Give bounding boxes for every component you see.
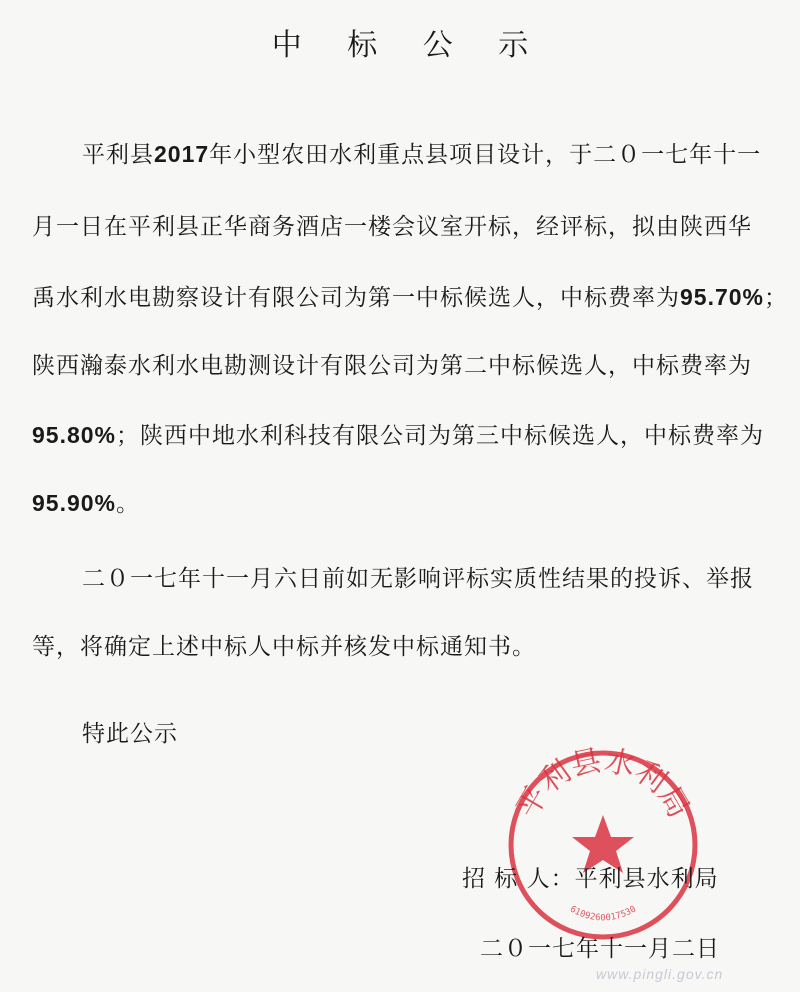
rate-first: 95.70% (680, 284, 765, 310)
site-watermark: www.pingli.gov.cn (596, 966, 724, 982)
rate-second: 95.80% (32, 422, 117, 448)
official-seal-icon (503, 745, 703, 945)
rate-third: 95.90% (32, 490, 117, 516)
para1-line4: 陕西瀚泰水利水电勘测设计有限公司为第二中标候选人，中标费率为 (32, 353, 752, 379)
svg-text:平利县水利局 (510, 745, 696, 824)
seal-number: 6109260017530 (567, 904, 639, 924)
seal-text: 平利县水利局 (509, 745, 697, 824)
text: 平利县 (82, 142, 154, 168)
para2-line1: 二０一七年十一月六日前如无影响评标实质性结果的投诉、举报 (82, 566, 754, 592)
para1-line5 (32, 417, 765, 450)
document-title: 中 标 公 示 (271, 28, 547, 63)
para1-line6 (32, 485, 722, 518)
para2-line2: 等，将确定上述中标人中标并核发中标通知书。 (32, 634, 536, 660)
signature-line: 招 标 人：平利县水利局 (462, 866, 719, 892)
svg-text:6109260017530 (568, 905, 638, 924)
text: ； (764, 285, 789, 311)
text: 。 (116, 491, 141, 517)
closing-text: 特此公示 (82, 721, 178, 747)
para1-line1 (82, 136, 772, 169)
text: ；陕西中地水利科技有限公司为第三中标候选人，中标费率为 (116, 423, 765, 449)
para1-line3 (32, 279, 789, 312)
text: 年小型农田水利重点县项目设计，于二０一七年十一 (209, 142, 762, 168)
signature-date: 二０一七年十一月二日 (480, 936, 720, 962)
para1-line2: 月一日在平利县正华商务酒店一楼会议室开标，经评标，拟由陕西华 (32, 214, 752, 240)
text: 禹水利水电勘察设计有限公司为第一中标候选人，中标费率为 (32, 285, 680, 311)
year: 2017 (154, 141, 210, 167)
